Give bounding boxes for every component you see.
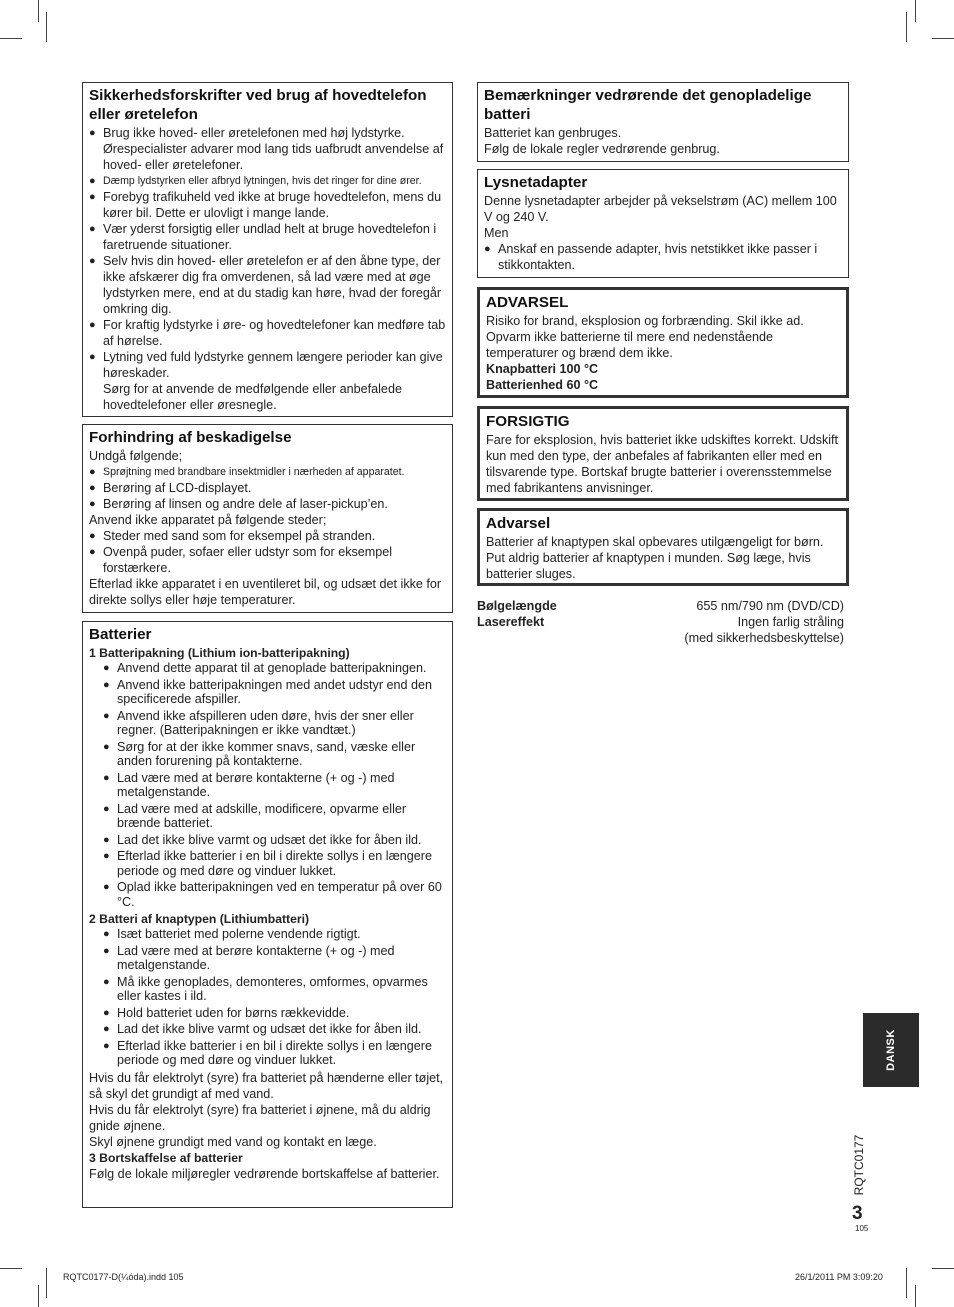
page-number: 3: [852, 1203, 863, 1224]
spec-label: Bølgelængde: [477, 599, 557, 613]
list-item: [89, 349, 446, 413]
warning-title: ADVARSEL: [486, 294, 569, 311]
spec-value: Ingen farlig stråling: [737, 615, 844, 629]
places-list: [89, 528, 446, 576]
page-number-small: 105: [855, 1224, 869, 1233]
footer-date: 26/1/2011 PM 3:09:20: [795, 1272, 883, 1282]
subheading: 2 Batteri af knaptypen (Lithiumbatteri): [89, 912, 310, 926]
list-item: ● Må ikke genoplades, demonteres, omformes, opvarmes eller kastes i ild.: [103, 975, 446, 1004]
section-title: Forhindring af beskadigelse: [89, 429, 292, 446]
temperature-line: Batterienhed 60 °C: [486, 378, 599, 392]
list-item: ● Lad være med at berøre kontakterne (+ og -) med metalgenstande.: [103, 944, 446, 973]
temperature-line: Knapbatteri 100 °C: [486, 362, 599, 376]
list-item: ● Steder med sand som for eksempel på stranden.: [89, 528, 446, 544]
crop-mark: [46, 12, 47, 42]
spec-row: [477, 614, 844, 630]
crop-mark: [46, 1268, 47, 1298]
button-battery-list: [103, 927, 446, 1068]
list-item: ● Berøring af LCD-displayet.: [89, 480, 446, 496]
list-item-text: Lytning ved fuld lydstyrke gennem længere perioder kan give høreskader.: [103, 350, 443, 380]
warning-text: Batterier af knaptypen skal opbevares utilgængeligt for børn. Put aldrig batterier af knaptypen i munden. Søg læge, hvis batterier sluges.: [486, 535, 824, 581]
footer-file: RQTC0177-D(¼óda).indd 105: [63, 1272, 184, 1282]
batteries-section: [82, 621, 453, 1208]
list-item: ● Hold batteriet uden for børns rækkevidde.: [103, 1006, 446, 1021]
spec-row: [477, 630, 844, 646]
crop-mark: [915, 1285, 916, 1307]
list-item: ● Lad være med at adskille, modificere, opvarme eller brænde batteriet.: [103, 802, 446, 831]
rechargeable-battery-notes: [477, 82, 849, 162]
list-item: ● Anvend dette apparat til at genoplade batteripakningen.: [103, 661, 446, 676]
crop-mark: [0, 38, 22, 39]
crop-mark: [0, 1268, 22, 1269]
list-item: ● Anvend ikke batteripakningen med andet udstyr end den specificerede afspiller.: [103, 678, 446, 707]
adapter-list: [484, 241, 842, 273]
safety-list: [89, 125, 446, 413]
paragraph: Følg de lokale miljøregler vedrørende bortskaffelse af batterier.: [89, 1166, 440, 1181]
crop-mark: [906, 12, 907, 42]
damage-prevention-section: [82, 424, 453, 613]
text-line: Batteriet kan genbruges.: [484, 126, 622, 140]
list-item: ● Anvend ikke afspilleren uden døre, hvis der sner eller regner. (Batteripakningen er ikke vandtæt.): [103, 709, 446, 738]
model-number: [849, 1130, 869, 1200]
caution-title: FORSIGTIG: [486, 413, 570, 430]
spec-value: 655 nm/790 nm (DVD/CD): [696, 599, 844, 613]
caution-text: Fare for eksplosion, hvis batteriet ikke udskiftes korrekt. Udskift kun med den type, der anbefales af fabrikanten eller med en tilsvarende type. Bortskaf brugte batterier i overensstemmelse med fabrikantens anvisninger.: [486, 433, 839, 495]
battery-pack-list: [103, 661, 446, 909]
paragraph: Denne lysnetadapter arbejder på vekselstrøm (AC) mellem 100 V og 240 V.: [484, 194, 837, 224]
intro-text: Undgå følgende;: [89, 449, 183, 463]
list-item: ● Dæmp lydstyrken eller afbryd lytningen, hvis det ringer for dine ører.: [89, 173, 446, 189]
spec-label: Lasereffekt: [477, 615, 545, 629]
mid-text: Anvend ikke apparatet på følgende steder;: [89, 513, 327, 527]
crop-mark: [906, 1268, 907, 1298]
list-item: ● Forebyg trafikuheld ved ikke at bruge hovedtelefon, mens du kører bil. Dette er ulovligt i mange lande.: [89, 189, 446, 221]
list-item: ● Isæt batteriet med polerne vendende rigtigt.: [103, 927, 446, 942]
warning-text: Risiko for brand, eksplosion og forbrænding. Skil ikke ad. Opvarm ikke batterierne til mere end nedenstående temperaturer og brænd dem ikke.: [486, 314, 804, 360]
crop-mark: [38, 1285, 39, 1307]
spec-note: (med sikkerhedsbeskyttelse): [684, 631, 844, 645]
list-item: ● Brug ikke hoved- eller øretelefonen med høj lydstyrke. Ørespecialister advarer mod lang tids uafbrudt anvendelse af hoved- eller øretelefoner.: [89, 125, 446, 173]
list-item: ● Sørg for at der ikke kommer snavs, sand, væske eller anden forurening på kontakterne.: [103, 740, 446, 769]
list-item-text: Sørg for at anvende de medfølgende eller anbefalede hovedtelefoner eller øresnegle.: [103, 382, 402, 412]
crop-mark: [38, 0, 39, 22]
list-item: ● Efterlad ikke batterier i en bil i direkte sollys i en længere periode og med døre og vinduer lukket.: [103, 849, 446, 878]
subheading: 3 Bortskaffelse af batterier: [89, 1150, 243, 1165]
text-line: Følg de lokale regler vedrørende genbrug.: [484, 142, 720, 156]
list-item: ● For kraftig lydstyrke i øre- og hovedtelefoner kan medføre tab af hørelse.: [89, 317, 446, 349]
language-label: DANSK: [885, 1029, 897, 1071]
list-item: ● Lad det ikke blive varmt og udsæt det ikke for åben ild.: [103, 833, 446, 848]
button-battery-warning-box: [477, 508, 849, 586]
list-item: ● Ovenpå puder, sofaer eller udstyr som for eksempel forstærkere.: [89, 544, 446, 576]
headphone-safety-section: [82, 82, 453, 417]
laser-specs: [477, 598, 844, 646]
language-tab: [863, 1013, 919, 1087]
subheading: 1 Batteripakning (Lithium ion-batteripakning): [89, 646, 350, 660]
caution-box: [477, 406, 849, 501]
outro-text: Efterlad ikke apparatet i en uventileret bil, og udsæt det ikke for direkte sollys eller høje temperaturer.: [89, 577, 442, 607]
section-title: Lysnetadapter: [484, 174, 588, 191]
crop-mark: [915, 0, 916, 22]
paragraph: Hvis du får elektrolyt (syre) fra batteriet på hænderne eller tøjet, så skyl det grundigt af med vand.: [89, 1070, 444, 1101]
ac-adapter-section: [477, 169, 849, 278]
warning-title: Advarsel: [486, 515, 551, 532]
warning-box: [477, 287, 849, 398]
model-label: RQTC0177: [852, 1134, 866, 1196]
list-item: ● Lad det ikke blive varmt og udsæt det ikke for åben ild.: [103, 1022, 446, 1037]
section-title: Batterier: [89, 626, 152, 643]
section-title: Bemærkninger vedrørende det genopladelige batteri: [484, 87, 812, 123]
paragraph: Men: [484, 226, 509, 240]
list-item: ● Anskaf en passende adapter, hvis netstikket ikke passer i stikkontakten.: [484, 241, 842, 273]
section-title: Sikkerhedsforskrifter ved brug af hovedtelefon eller øretelefon: [89, 87, 427, 123]
list-item: ● Selv hvis din hoved- eller øretelefon er af den åbne type, der ikke afskærer dig fra omverdenen, så lad være med at øge lydstyrken mere, end at du stadig kan høre, hvad der foregår omkring dig.: [89, 253, 446, 317]
list-item: ● Sprøjtning med brandbare insektmidler i nærheden af apparatet.: [89, 464, 446, 480]
list-item: ● Berøring af linsen og andre dele af laser-pickup’en.: [89, 496, 446, 512]
spec-row: [477, 598, 844, 614]
list-item: ● Efterlad ikke batterier i en bil i direkte sollys i en længere periode og med døre og vinduer lukket.: [103, 1039, 446, 1068]
avoid-list: [89, 464, 446, 512]
list-item: ● Oplad ikke batteripakningen ved en temperatur på over 60 °C.: [103, 880, 446, 909]
paragraph: Hvis du får elektrolyt (syre) fra batteriet i øjnene, må du aldrig gnide øjnene.: [89, 1102, 431, 1133]
crop-mark: [932, 1268, 954, 1269]
list-item: ● Lad være med at berøre kontakterne (+ og -) med metalgenstande.: [103, 771, 446, 800]
crop-mark: [932, 38, 954, 39]
paragraph: Skyl øjnene grundigt med vand og kontakt en læge.: [89, 1134, 377, 1149]
list-item: ● Vær yderst forsigtig eller undlad helt at bruge hovedtelefon i faretruende situationer.: [89, 221, 446, 253]
